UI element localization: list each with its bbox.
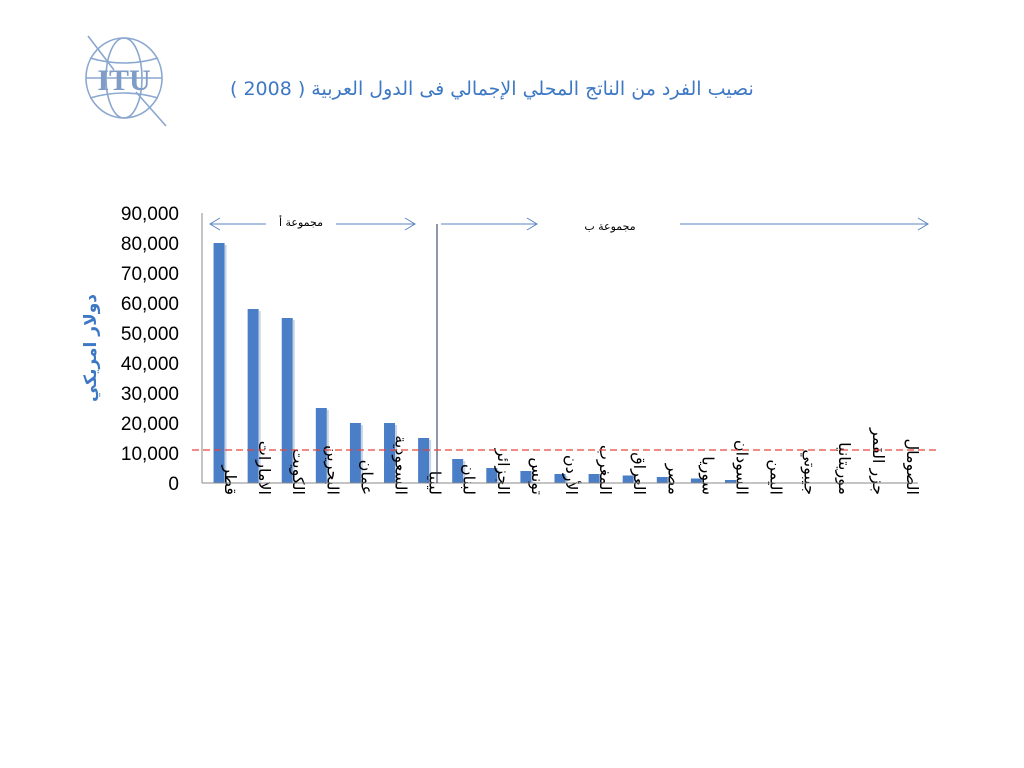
category-label: السودان (732, 439, 752, 495)
category-label: السعودية (391, 435, 411, 495)
group-a-arrow (210, 213, 415, 231)
category-label: الامارات (255, 440, 275, 495)
category-label: مصر (664, 463, 684, 495)
category-label: ليبيا (425, 470, 445, 495)
category-label: الكويت (289, 448, 309, 495)
category-label: موريتانيا (834, 442, 854, 495)
y-tick-label: 0 (168, 474, 179, 495)
category-label: المغرب (596, 444, 616, 495)
y-tick-label: 80,000 (120, 234, 179, 255)
y-tick-label: 20,000 (120, 414, 179, 435)
category-label: جيبوتي (800, 449, 820, 495)
category-label: عمان (357, 459, 377, 495)
y-axis-ticks (121, 204, 179, 495)
category-label: جزر القمر (868, 427, 888, 495)
group-b-arrow (441, 218, 928, 233)
category-label: قطر (221, 465, 241, 495)
group-b-label: مجموعة ب (584, 220, 636, 233)
bars (214, 243, 738, 483)
y-tick-label: 50,000 (120, 324, 179, 345)
category-label: الجزائر (493, 448, 513, 495)
y-tick-label: 10,000 (120, 444, 179, 465)
logo-text: ITU (97, 64, 151, 97)
bar (214, 243, 225, 483)
category-label: تونس (527, 457, 547, 495)
chart-title: نصيب الفرد من الناتج المحلي الإجمالي فى الدول العربية ( 2008 ) (230, 78, 754, 100)
category-label: البحرين (323, 445, 343, 495)
group-a-label: مجموعة أ (278, 216, 324, 229)
category-label: الصومال (902, 438, 922, 495)
y-tick-label: 40,000 (120, 354, 179, 375)
category-label: اليمن (766, 459, 786, 495)
y-tick-label: 70,000 (120, 264, 179, 285)
category-label: العراق (630, 452, 650, 495)
y-tick-label: 60,000 (120, 294, 179, 315)
category-label: سوريا (698, 456, 718, 495)
category-label: الأردن (562, 454, 581, 495)
bar-shadow (225, 245, 227, 483)
y-axis-label: دولار امريكي (81, 293, 101, 403)
y-tick-label: 30,000 (120, 384, 179, 405)
y-tick-label: 90,000 (120, 204, 179, 225)
category-label: لبنان (459, 463, 479, 495)
